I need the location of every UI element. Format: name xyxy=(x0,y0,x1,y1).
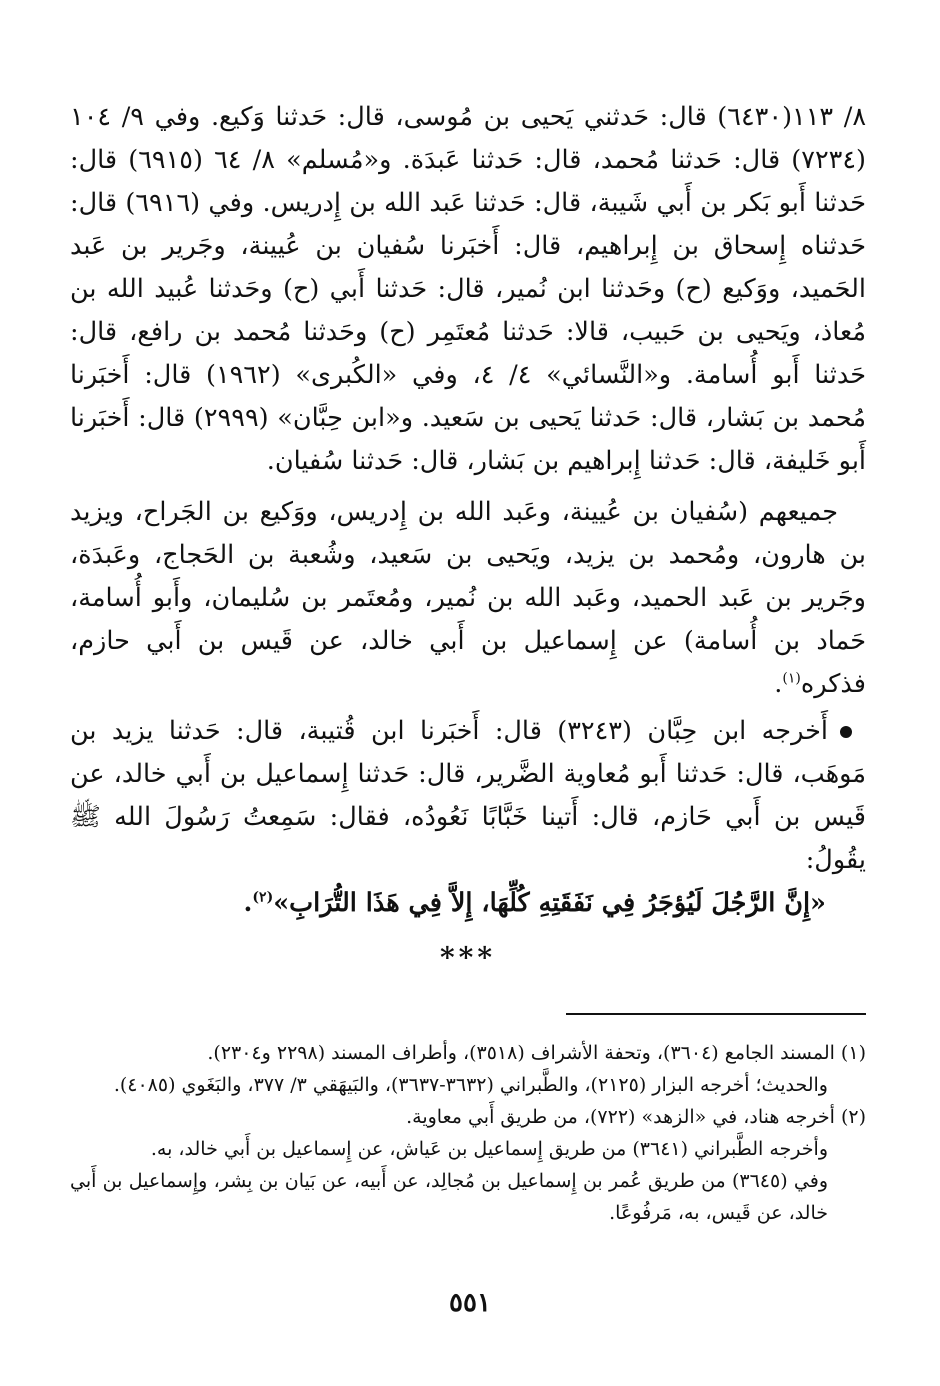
page-number: ٥٥١ xyxy=(449,1288,491,1318)
hadith-end: . xyxy=(243,888,253,918)
page-body xyxy=(70,96,866,1229)
main-text xyxy=(70,96,866,925)
narrators-paragraph xyxy=(70,491,866,706)
footnote-divider xyxy=(566,1013,866,1015)
footnote-2-continuation-1: وأخرجه الطَّبراني (٣٦٤١) من طريق إِسماعيل بن عَياش، عن إِسماعيل بن أَبي خالد، به. xyxy=(150,1138,828,1160)
footnote-1: (١) المسند الجامع (٣٦٠٤)، وتحفة الأشراف (٣٥١٨)، وأطراف المسند (٢٢٩٨ و٢٣٠٤). xyxy=(207,1042,866,1064)
footnote-ref-1[interactable]: (١) xyxy=(782,670,801,687)
narrators-end: . xyxy=(774,669,783,699)
footnote-2-continuation-2: وفي (٣٦٤٥) من طريق عُمر بن إِسماعيل بن مُجالِد، عن أَبيه، عن بَيان بن بِشر، وإِسماعيل بن أَبي خالد، عن قَيس، به، مَرفُوعًا. xyxy=(70,1170,828,1224)
narrators-text: جميعهم (سُفيان بن عُيينة، وعَبد الله بن إِدريس، ووَكيع بن الجَراح، ويزيد بن هارون، ومُحمد بن يزيد، ويَحيى بن سَعيد، وشُعبة بن الحَجاج، وعَبدَة، وجَرير بن عَبد الحميد، وعَبد الله بن نُمير، ومُعتَمر بن سُليمان، وأَبو أُسامة، حَماد بن أُسامة) عن إِسماعيل بن أَبي خالد، عن قَيس بن أَبي حازم، فذكره xyxy=(70,497,866,699)
ibn-hibban-paragraph xyxy=(70,710,866,882)
hadith-text-wrap xyxy=(70,882,866,925)
hadith-line xyxy=(70,882,866,925)
hadith-text: «إِنَّ الرَّجُلَ لَيُؤجَرُ فِي نَفَقَتِهِ كُلِّهَا، إِلاَّ فِي هَذَا التُّرَابِ» xyxy=(273,888,826,918)
footnote-ref-2[interactable]: (٢) xyxy=(252,889,274,906)
footnote-2: (٢) أخرجه هناد، في «الزهد» (٧٢٢)، من طريق أَبي معاوية. xyxy=(406,1106,866,1128)
ibn-hibban-text: أَخرجه ابن حِبَّان (٣٢٤٣) قال: أَخبَرنا ابن قُتيبة، قال: حَدثنا يزيد بن مَوهَب، قال: حَدثنا أَبو مُعاوية الضَّرير، قال: حَدثنا إِسماعيل بن أَبي خالد، عن قَيس بن أَبي حَازم، قال: أَتينا خَبَّابًا نَعُودُه، فقال: سَمِعتُ رَسُولَ الله ﷺ يقُولُ: xyxy=(70,716,866,875)
footnotes xyxy=(70,1037,866,1229)
takhrij-paragraph: ٨/ ١١٣(٦٤٣٠) قال: حَدثني يَحيى بن مُوسى، قال: حَدثنا وَكيع. وفي ٩/ ١٠٤ (٧٢٣٤) قال: حَدثنا مُحمد، قال: حَدثنا عَبدَة. و«مُسلم» ٨/ ٦٤ (٦٩١٥) قال: حَدثنا أَبو بَكر بن أَبي شَيبة، قال: حَدثنا عَبد الله بن إِدريس. وفي (٦٩١٦) قال: حَدثناه إِسحاق بن إِبراهيم، قال: أَخبَرنا سُفيان بن عُيينة، وجَرير بن عَبد الحَميد، ووَكيع (ح) وحَدثنا ابن نُمير، قال: حَدثنا أَبي (ح) وحَدثنا عُبيد الله بن مُعاذ، ويَحيى بن حَبيب، قالا: حَدثنا مُعتَمِر (ح) وحَدثنا مُحمد بن رافع، قال: حَدثنا أَبو أُسامة. و«النَّسائي» ٤/ ٤، وفي «الكُبرى» (١٩٦٢) قال: أَخبَرنا مُحمد بن بَشار، قال: حَدثنا يَحيى بن سَعيد. و«ابن حِبَّان» (٢٩٩٩) قال: أَخبَرنا أَبو خَليفة، قال: حَدثنا إِبراهيم بن بَشار، قال: حَدثنا سُفيان. xyxy=(70,102,867,476)
bullet-icon xyxy=(840,726,852,738)
footnote-1-continuation: والحديث؛ أخرجه البزار (٢١٢٥)، والطَّبراني (٣٦٣٢-٣٦٣٧)، والبَيهَقي ٣/ ٣٧٧، والبَغَوي (٤٠٨٥). xyxy=(113,1074,828,1096)
section-separator: *** xyxy=(440,941,496,974)
